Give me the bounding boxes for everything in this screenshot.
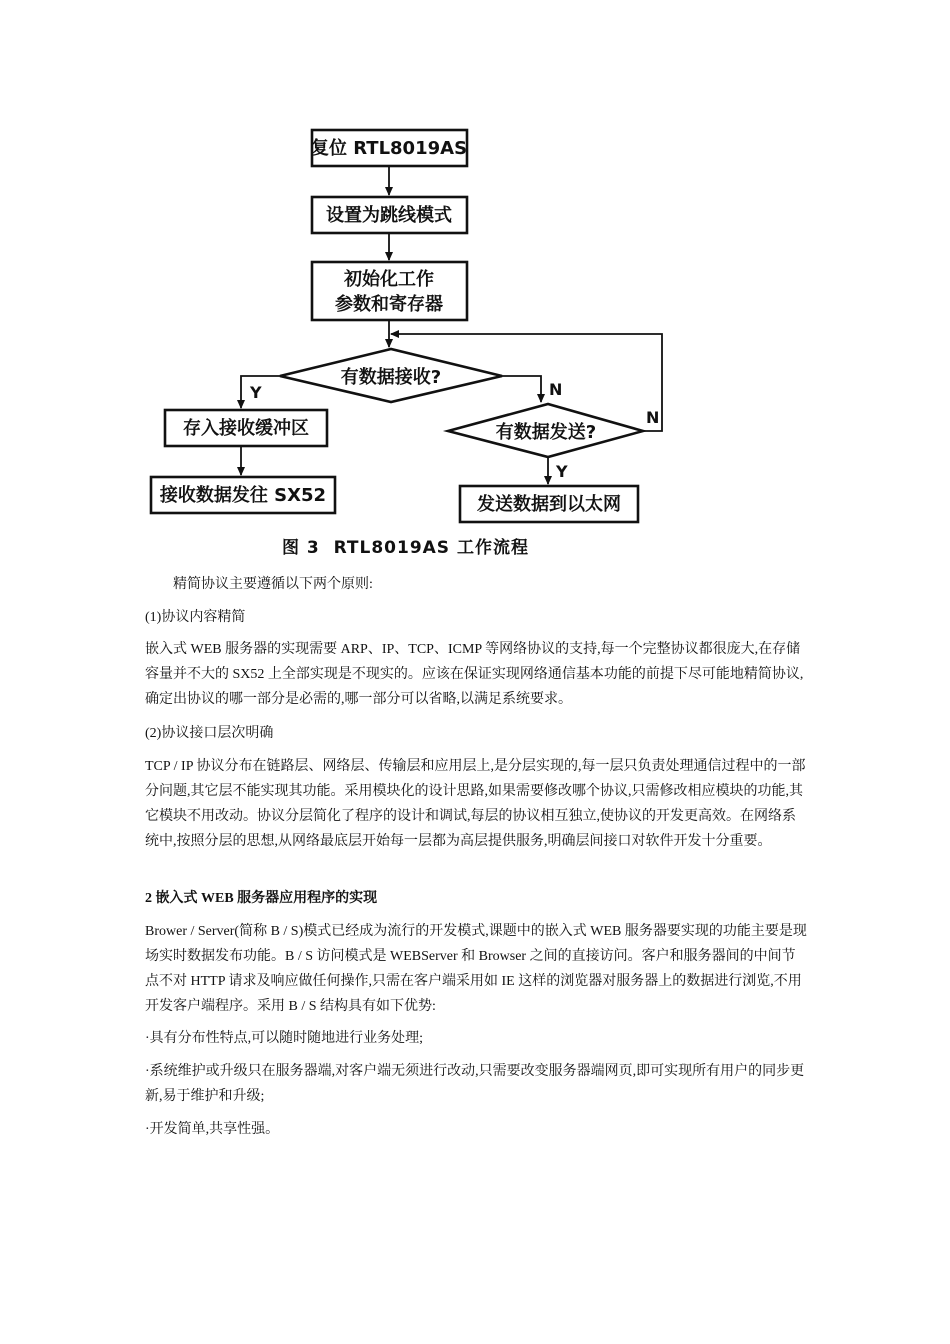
p2-heading: (2)协议接口层次明确 — [145, 726, 274, 741]
intro-text: 精简协议主要遵循以下两个原则: — [173, 577, 373, 592]
p1-body: 嵌入式 WEB 服务器的实现需要 ARP、IP、TCP、ICMP 等网络协议的支持,每一个完整协议都很庞大,在存储容量并不大的 SX52 上全部实现是不现实的。应该在保证实现网络通信基本功能的前提下尽可能地精简协议,确定出协议的哪一部分是必需的,哪一部分可以省略,以满足系统要求。 — [145, 642, 804, 707]
send-sx52-label: 接收数据发往 SX52 — [159, 485, 327, 506]
flowchart-figure — [130, 118, 690, 570]
label-yes-recv: Y — [250, 383, 262, 402]
p2-paragraph — [145, 754, 808, 854]
init-label-1: 初始化工作 — [344, 269, 434, 290]
arrow-no-send-check — [502, 376, 541, 402]
bullet1-text: ·具有分布性特点,可以随时随地进行业务处理; — [145, 1031, 424, 1046]
figure-caption: 图 3 RTL8019AS 工作流程 — [282, 538, 529, 558]
s2-paragraph — [145, 919, 808, 1019]
section-2 — [145, 721, 808, 746]
section-heading — [145, 886, 808, 911]
section2-title: 2 嵌入式 WEB 服务器应用程序的实现 — [145, 891, 378, 906]
flowchart-svg — [130, 118, 690, 570]
send-eth-label: 发送数据到以太网 — [477, 494, 621, 515]
section-1 — [145, 605, 808, 630]
bullet2-text: ·系统维护或升级只在服务器端,对客户端无须进行改动,只需要改变服务器端网页,即可实现所有用户的同步更新,易于维护和升级; — [145, 1064, 805, 1104]
p2-body: TCP / IP 协议分布在链路层、网络层、传输层和应用层上,是分层实现的,每一层只负责处理通信过程中的一部分问题,其它层不能实现其功能。采用模块化的设计思路,如果需要修改哪个协议,只需修改相应模块的功能,其它模块不用改动。协议分层简化了程序的设计和调试,每层的协议相互独立,使协议的开发更高效。在网络系统中,按照分层的思想,从网络最底层开始每一层都为高层提供服务,明确层间接口对软件开发十分重要。 — [145, 759, 806, 849]
init-label-2: 参数和寄存器 — [335, 294, 443, 315]
label-no-send: N — [646, 408, 660, 427]
bullet-1 — [145, 1026, 808, 1051]
p1-heading: (1)协议内容精简 — [145, 610, 246, 625]
label-yes-send: Y — [556, 462, 568, 481]
jumper-label: 设置为跳线模式 — [326, 205, 452, 226]
bullet-3 — [145, 1117, 808, 1142]
recv-decision-label: 有数据接收? — [340, 367, 442, 388]
s2-body: Brower / Server(简称 B / S)模式已经成为流行的开发模式,课题中的嵌入式 WEB 服务器要实现的功能主要是现场实时数据发布功能。B / S 访问模式是 WEBServer 和 Browser 之间的直接访问。客户和服务器间的中间节点不对 HTTP 请求及响应做任何操作,只需在客户端采用如 IE 这样的浏览器对服务器上的数据进行浏览,不用开发客户端程序。采用 B / S 结构具有如下优势: — [145, 924, 807, 1014]
bullet-2 — [145, 1059, 808, 1109]
intro-paragraph — [145, 572, 808, 597]
send-decision-label: 有数据发送? — [495, 422, 597, 443]
p1-paragraph — [145, 637, 808, 712]
bullet3-text: ·开发简单,共享性强。 — [145, 1122, 280, 1137]
label-no-recv: N — [549, 380, 563, 399]
reset-label: 复位 RTL8019AS — [310, 138, 468, 159]
store-label: 存入接收缓冲区 — [183, 418, 309, 439]
